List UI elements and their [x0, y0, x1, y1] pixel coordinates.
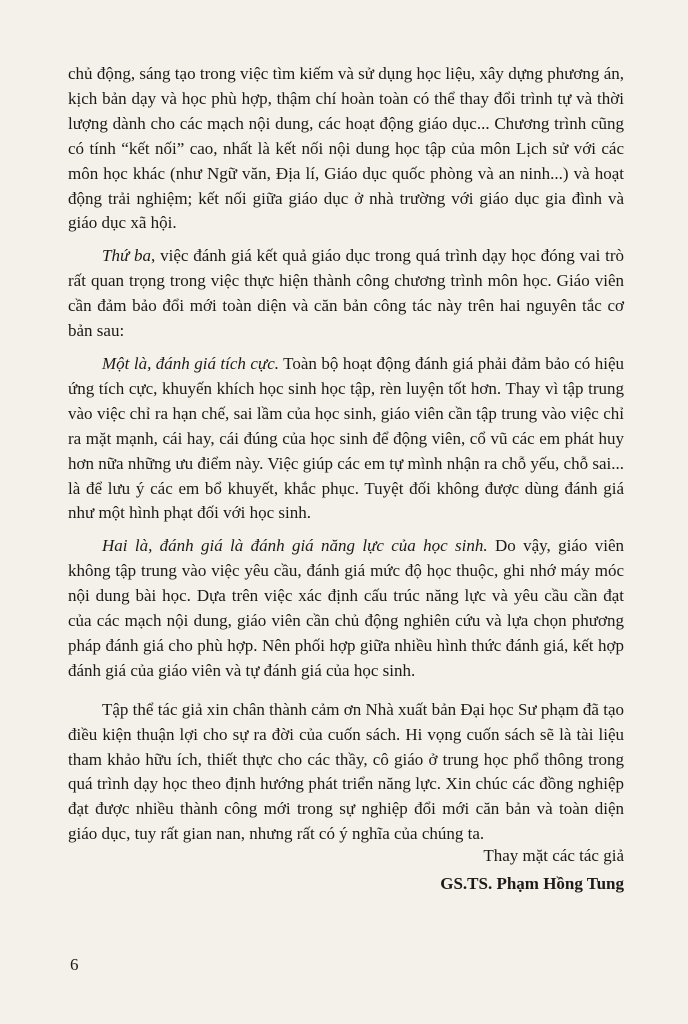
paragraph-2-text: , việc đánh giá kết quả giáo dục trong quá trình dạy học đóng vai trò rất quan trọng trong việc thực hiện thành công chương trình môn học. Giáo viên cần đảm bảo đổi mới toàn diện và căn bản công tác này trên hai nguyên tắc cơ bản sau:: [68, 246, 624, 341]
page-number: 6: [70, 955, 79, 974]
paragraph-1: chủ động, sáng tạo trong việc tìm kiếm và sử dụng học liệu, xây dựng phương án, kịch bản dạy và học phù hợp, thậm chí hoàn toàn có thể thay đổi trình tự và thời lượng dành cho các mạch nội dung, các hoạt động giáo dục... Chương trình cũng có tính “kết nối” cao, nhất là kết nối nội dung học tập của môn Lịch sử với các môn học khác (như Ngữ văn, Địa lí, Giáo dục quốc phòng và an ninh...) và hoạt động trải nghiệm; kết nối giữa giáo dục ở nhà trường với giáo dục gia đình và giáo dục xã hội.: [68, 64, 624, 233]
body-text: [68, 62, 624, 847]
paragraph-5: Tập thể tác giả xin chân thành cảm ơn Nhà xuất bản Đại học Sư phạm đã tạo điều kiện thuận lợi cho sự ra đời của cuốn sách. Hi vọng cuốn sách sẽ là tài liệu tham khảo hữu ích, thiết thực cho các thầy, cô giáo ở trung học phổ thông trong quá trình dạy học theo định hướng phát triển năng lực. Xin chúc các đồng nghiệp đạt được nhiều thành công mới trong sự nghiệp đổi mới căn bản và toàn diện giáo dục, tuy rất gian nan, nhưng rất có ý nghĩa của chúng ta.: [68, 699, 624, 844]
signature-role: Thay mặt các tác giả: [483, 846, 624, 865]
paragraph-3: [68, 352, 624, 526]
paragraph-4: [68, 534, 624, 683]
paragraph-2-lead: Thứ ba: [102, 246, 152, 266]
signature-name: GS.TS. Phạm Hồng Tung: [440, 874, 624, 893]
paragraph-2: [68, 244, 624, 344]
paragraph-3-lead: Một là, đánh giá tích cực.: [102, 353, 279, 373]
paragraph-3-text: Toàn bộ hoạt động đánh giá phải đảm bảo có hiệu ứng tích cực, khuyến khích học sinh học tập, rèn luyện tốt hơn. Thay vì tập trung vào việc chỉ ra hạn chế, sai lầm của học sinh, giáo viên cần tập trung vào việc chỉ ra mặt mạnh, cái hay, cái đúng của học sinh để động viên, cổ vũ các em phát huy hơn nữa những ưu điểm này. Việc giúp các em tự mình nhận ra chỗ yếu, chỗ sai... là để lưu ý các em bổ khuyết, khắc phục. Tuyệt đối không được dùng đánh giá như một hình phạt đối với học sinh.: [68, 353, 624, 523]
paragraph-4-text: Do vậy, giáo viên không tập trung vào việc yêu cầu, đánh giá mức độ học thuộc, ghi nhớ máy móc nội dung bài học. Dựa trên việc xác định cấu trúc năng lực và yêu cầu cần đạt của các mạch nội dung, giáo viên cần chủ động nghiên cứu và lựa chọn phương pháp đánh giá cho phù hợp. Nên phối hợp giữa nhiều hình thức đánh giá, kết hợp đánh giá của giáo viên và tự đánh giá của học sinh.: [68, 536, 624, 680]
paragraph-4-lead: Hai là, đánh giá là đánh giá năng lực của học sinh.: [102, 536, 488, 556]
